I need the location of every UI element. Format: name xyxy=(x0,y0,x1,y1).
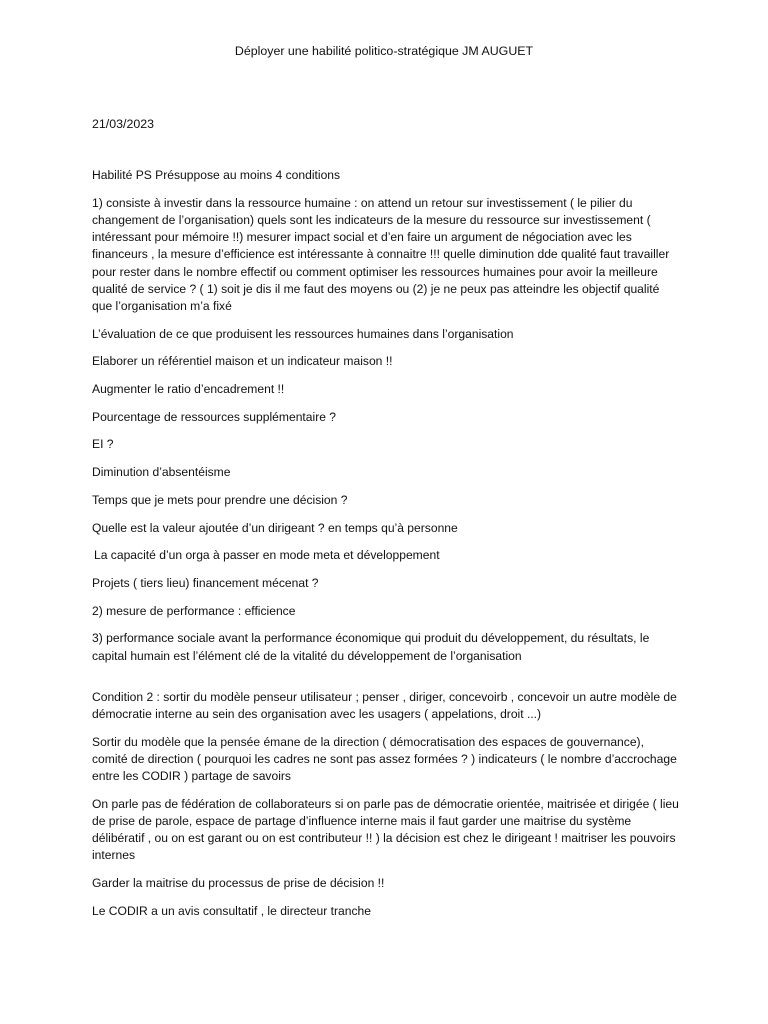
paragraph-maitrise-processus: Garder la maitrise du processus de prise de décision !! xyxy=(92,876,385,891)
paragraph-pourcentage: Pourcentage de ressources supplémentaire ? xyxy=(92,409,337,424)
paragraph-valeur-ajoutee: Quelle est la valeur ajoutée d’un dirigeant ? en temps qu’à personne xyxy=(92,520,458,535)
paragraph-ratio: Augmenter le ratio d’encadrement !! xyxy=(92,382,285,397)
paragraph-conditions-intro: Habilité PS Présuppose au moins 4 conditions xyxy=(92,168,341,182)
paragraph-mesure-performance: 2) mesure de performance : efficience xyxy=(92,603,296,618)
paragraph-condition-1: 1) consiste à investir dans la ressource humaine : on attend un retour sur investissement ( le pilier du changement de l’organisation) quels sont les indicateurs de la mesure du ressource sur investissement ( intéressant pour mémoire !!) mesurer impact social et d’en faire un argument de négociation avec les financeurs , la mesure d’efficience est intéressante à connaitre !!! quelle diminution dde qualité faut travailler pour rester dans le nombre effectif ou comment optimiser les ressources humaines pour avoir la meilleure qualité de service ? ( 1) soit je dis il me faut des moyens ou (2) je ne peux pas atteindre les objectif qualité que l’organisation m’a fixé xyxy=(92,195,670,313)
paragraph-absenteisme: Diminution d’absentéisme xyxy=(92,465,231,480)
paragraph-condition-2: Condition 2 : sortir du modèle penseur utilisateur ; penser , diriger, concevoirb , concevoir un autre modèle de démocratie interne au sein des organisation avec les usagers ( appelations, droit ...) xyxy=(92,689,677,721)
paragraph-ei: EI ? xyxy=(92,437,114,452)
paragraph-temps-decision: Temps que je mets pour prendre une décision ? xyxy=(92,492,348,507)
document-title: Déployer une habilité politico-stratégique JM AUGUET xyxy=(234,44,534,58)
document-date: 21/03/2023 xyxy=(92,117,155,131)
paragraph-referentiel: Elaborer un référentiel maison et un indicateur maison !! xyxy=(92,354,393,369)
paragraph-capacite-meta: La capacité d’un orga à passer en mode meta et développement xyxy=(94,548,440,563)
paragraph-sortir-modele: Sortir du modèle que la pensée émane de la direction ( démocratisation des espaces de gouvernance), comité de direction ( pourquoi les cadres ne sont pas assez formées ? ) indicateurs ( le nombre d’accrochage entre les CODIR ) partage de savoirs xyxy=(92,734,677,784)
paragraph-codir: Le CODIR a un avis consultatif , le directeur tranche xyxy=(92,903,371,918)
paragraph-projets: Projets ( tiers lieu) financement mécenat ? xyxy=(92,575,319,590)
paragraph-performance-sociale: 3) performance sociale avant la performance économique qui produit du développement, du résultats, le capital humain est l’élément clé de la vitalité du développement de l’organisation xyxy=(92,631,650,663)
paragraph-federation: On parle pas de fédération de collaborateurs si on parle pas de démocratie orientée, maitrisée et dirigée ( lieu de prise de parole, espace de partage d’influence interne mais il faut garder une maitrise du système délibératif , ou on est garant ou on est contributeur !! ) la décision est chez le dirigeant ! maitriser les pouvoirs internes xyxy=(92,796,679,863)
paragraph-evaluation: L’évaluation de ce que produisent les ressources humaines dans l’organisation xyxy=(92,326,514,341)
document-body xyxy=(92,167,680,931)
